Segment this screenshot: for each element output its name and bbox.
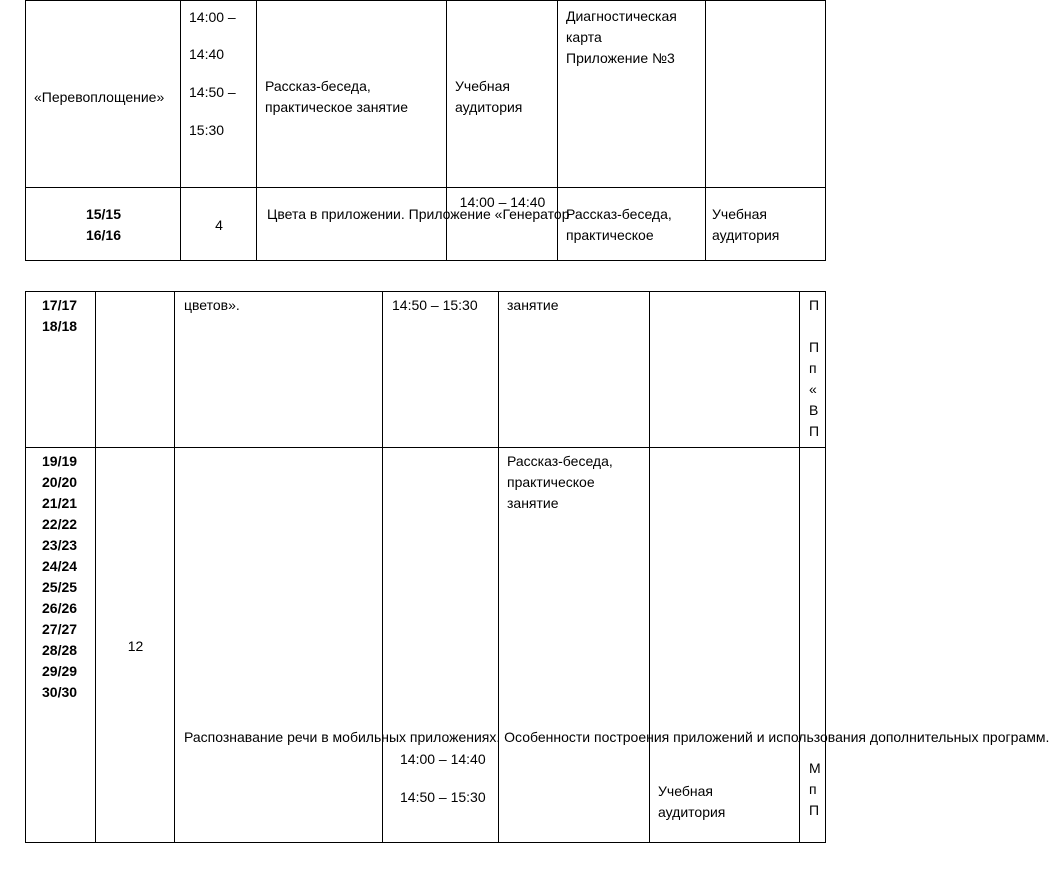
lesson-numbers-cell: [26, 448, 96, 843]
control-form-fragment: П П п « В П: [809, 297, 820, 439]
lesson-numbers: 15/15 16/16: [85, 206, 122, 243]
lesson-time-2: 14:50 – 15:30: [400, 789, 486, 805]
lesson-place: Учебная аудитория: [455, 78, 523, 115]
lesson-form: Рассказ-беседа, практическое: [566, 206, 672, 243]
hours-cell: [96, 448, 175, 843]
place-cell: [650, 448, 800, 843]
empty-cell: [706, 1, 826, 188]
place-cell: [447, 1, 558, 188]
form-cell: [499, 448, 650, 843]
lesson-topic: Распознавание речи в мобильных приложениях. Особенности построения приложений и использования дополнительных программ.: [184, 729, 1049, 745]
control-cell: [800, 292, 826, 448]
lesson-time: 14:50 – 15:30: [392, 297, 478, 313]
hours-count: 4: [215, 217, 223, 233]
lesson-form: занятие: [507, 297, 559, 313]
control-cell: [558, 1, 706, 188]
form-cell: [499, 292, 650, 448]
hours-cell: [96, 292, 175, 448]
table-row: [26, 448, 826, 843]
activity-name-cell: [26, 1, 181, 188]
form-cell: [558, 188, 706, 261]
schedule-table-bottom: [25, 291, 1049, 843]
time-end-1: 14:40: [189, 46, 225, 62]
lesson-place: Учебная аудитория: [712, 206, 780, 243]
hours-count: 12: [127, 638, 144, 654]
schedule-table-top: [25, 0, 826, 261]
time-cell: [181, 1, 257, 188]
place-cell: [650, 292, 800, 448]
lesson-form: Рассказ-беседа, практическое занятие: [265, 78, 409, 115]
time-start-2: 14:50 –: [189, 84, 236, 100]
time-cell: [383, 292, 499, 448]
table-row: [26, 188, 826, 261]
hours-cell: [181, 188, 257, 261]
lesson-form: Рассказ-беседа, практическое занятие: [507, 453, 613, 511]
lesson-numbers-cell: [26, 188, 181, 261]
time-end-2: 15:30: [189, 122, 225, 138]
lesson-time: 14:00 – 14:40: [459, 194, 546, 210]
form-cell: [257, 1, 447, 188]
lesson-numbers-cell: [26, 292, 96, 448]
table-row: [26, 1, 826, 188]
control-form-fragment: М п П: [809, 760, 821, 818]
activity-name: «Перевоплощение»: [34, 89, 165, 105]
lesson-topic: Цвета в приложении. Приложение «Генератор: [267, 206, 570, 222]
lesson-place: Учебная аудитория: [658, 783, 726, 820]
time-start-1: 14:00 –: [189, 9, 236, 25]
table-row: [26, 292, 826, 448]
time-cell: [447, 188, 558, 261]
lesson-time-1: 14:00 – 14:40: [400, 751, 486, 767]
lesson-numbers: 19/19 20/20 21/21 22/22 23/23 24/24 25/25 26/26 27/27 28/28 29/29 30/30: [42, 453, 78, 700]
place-cell: [706, 188, 826, 261]
control-form: Диагностическая карта Приложение №3: [566, 8, 677, 66]
lesson-numbers: 17/17 18/18: [42, 297, 78, 334]
control-cell: [800, 448, 826, 843]
lesson-topic: цветов».: [184, 297, 240, 313]
time-cell: [383, 448, 499, 843]
topic-cell: [175, 292, 383, 448]
